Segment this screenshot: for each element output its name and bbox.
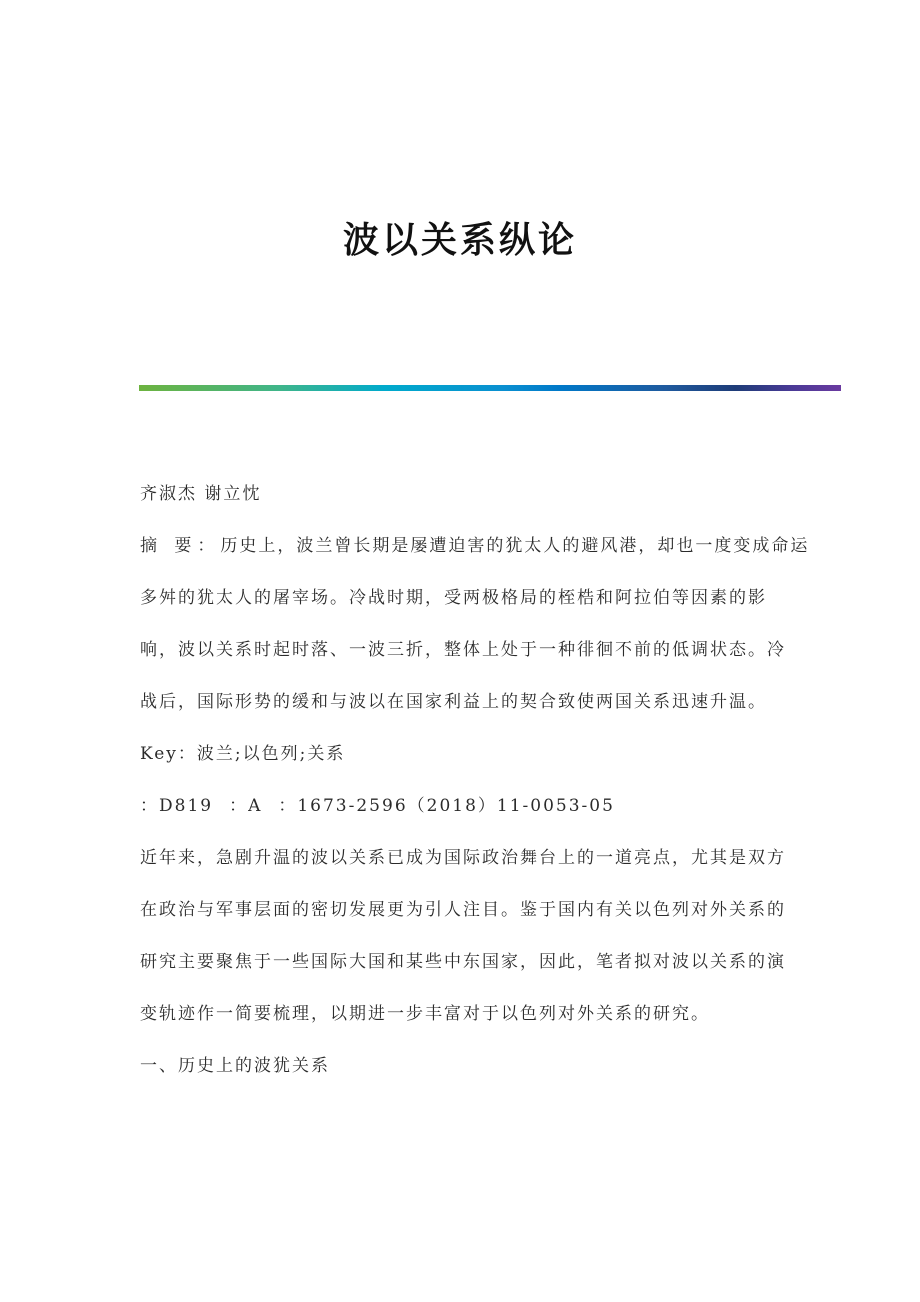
gradient-divider — [139, 385, 841, 391]
clc-value: D819 — [159, 796, 214, 816]
abstract — [140, 520, 810, 728]
abstract-line-1 — [140, 520, 810, 572]
doc-code-value: A — [248, 796, 263, 816]
document-title: 波以关系纵论 — [342, 219, 577, 261]
abstract-label: 摘 要： — [140, 536, 221, 556]
abstract-text: 历史上，波兰曾长期是屡遭迫害的犹太人的避风港，却也一度变成命运 — [220, 536, 810, 556]
keywords-value: 波兰;以色列;关系 — [196, 744, 346, 764]
section-heading: 一、历史上的波犹关系 — [140, 1056, 330, 1076]
classification-line — [140, 780, 785, 832]
document-body — [140, 468, 810, 1092]
article-id-value: 1673-2596（2018）11-0053-05 — [297, 796, 615, 816]
doc-code-label: ： — [229, 796, 249, 816]
intro-paragraph — [140, 832, 785, 1040]
article-id-label: ： — [278, 796, 298, 816]
clc-label: ： — [140, 796, 159, 816]
intro-line-3: 研究主要聚焦于一些国际大国和某些中东国家，因此，笔者拟对波以关系的演 — [140, 952, 786, 972]
intro-line-1: 近年来，急剧升温的波以关系已成为国际政治舞台上的一道亮点，尤其是双方 — [140, 848, 786, 868]
abstract-line-3: 响，波以关系时起时落、一波三折，整体上处于一种徘徊不前的低调状态。冷 — [140, 640, 786, 660]
keywords-label: Key： — [140, 744, 197, 764]
abstract-line-4: 战后，国际形势的缓和与波以在国家利益上的契合致使两国关系迅速升温。 — [140, 692, 767, 712]
abstract-line-2: 多舛的犹太人的屠宰场。冷战时期，受两极格局的桎梏和阿拉伯等因素的影 — [140, 588, 767, 608]
intro-line-2: 在政治与军事层面的密切发展更为引人注目。鉴于国内有关以色列对外关系的 — [140, 900, 786, 920]
keywords — [140, 728, 785, 780]
intro-line-4: 变轨迹作一简要梳理，以期进一步丰富对于以色列对外关系的研究。 — [140, 1004, 710, 1024]
authors: 齐淑杰 谢立忱 — [140, 484, 262, 504]
